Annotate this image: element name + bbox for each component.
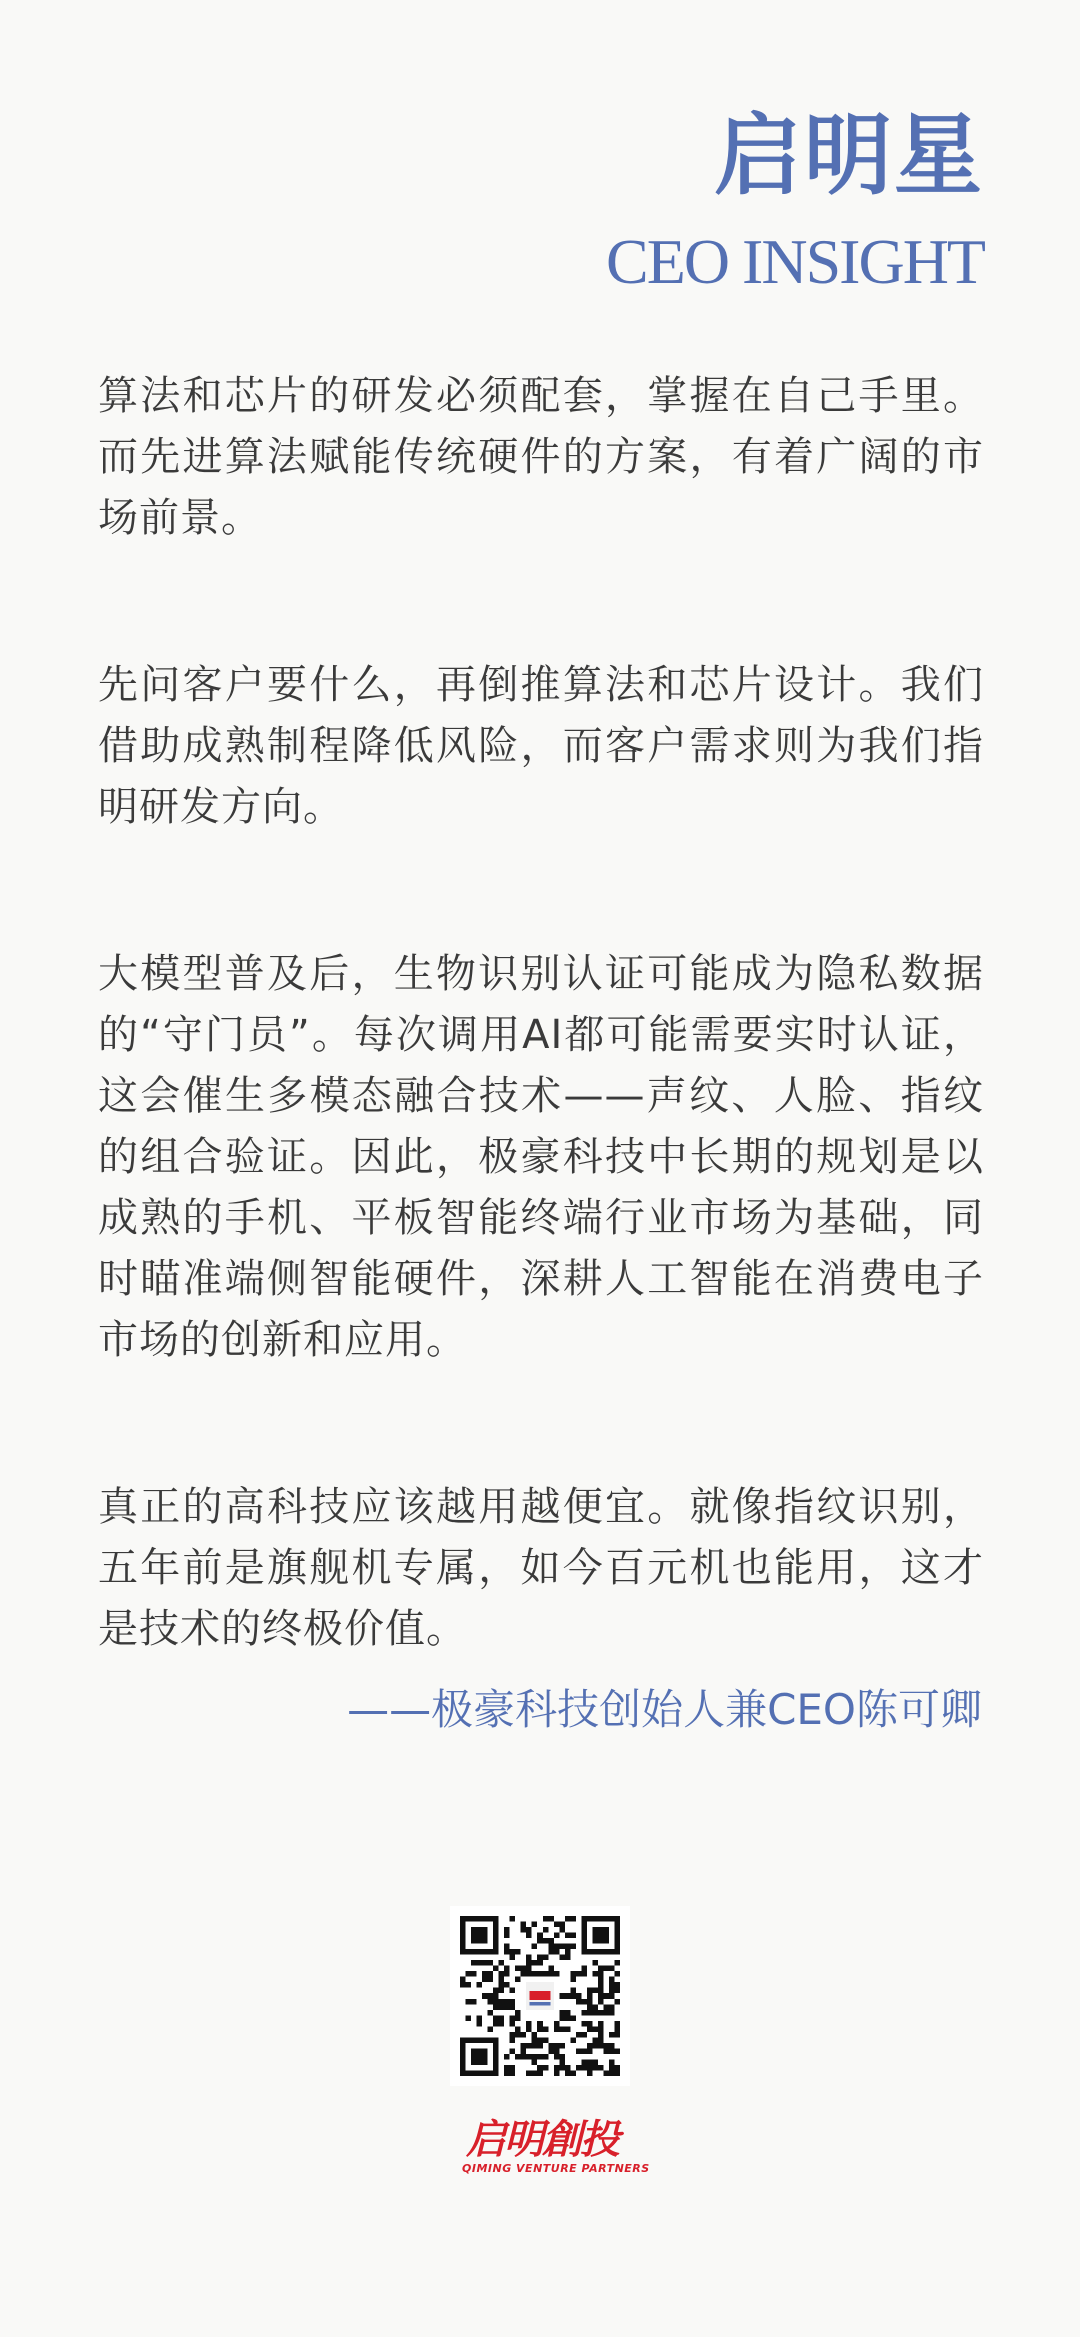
article-body bbox=[98, 366, 984, 1660]
qr-code-icon bbox=[450, 1906, 630, 2086]
header bbox=[606, 100, 984, 302]
logo-english: QIMING VENTURE PARTNERS bbox=[462, 2162, 650, 2175]
brand-subtitle: CEO INSIGHT bbox=[606, 226, 984, 297]
brand-title: 启明星 bbox=[713, 103, 984, 207]
paragraph-3: 大模型普及后，生物识别认证可能成为隐私数据的“守门员”。每次调用AI都可能需要实时认证，这会催生多模态融合技术——声纹、人脸、指纹的组合验证。因此，极豪科技中长期的规划是以成熟的手机、平板智能终端行业市场为基础，同时瞄准端侧智能硬件，深耕人工智能在消费电子市场的创新和应用。 bbox=[98, 951, 984, 1363]
paragraph-2: 先问客户要什么，再倒推算法和芯片设计。我们借助成熟制程降低风险，而客户需求则为我们指明研发方向。 bbox=[98, 662, 984, 830]
paragraph-4: 真正的高科技应该越用越便宜。就像指纹识别，五年前是旗舰机专属，如今百元机也能用，这才是技术的终极价值。 bbox=[98, 1484, 984, 1652]
paragraph-1: 算法和芯片的研发必须配套，掌握在自己手里。而先进算法赋能传统硬件的方案，有着广阔的市场前景。 bbox=[98, 373, 984, 541]
qiming-logo bbox=[462, 2117, 650, 2176]
logo-chinese: 启明創投 bbox=[466, 2117, 618, 2163]
signature: ——极豪科技创始人兼CEO陈可卿 bbox=[347, 1685, 982, 1734]
